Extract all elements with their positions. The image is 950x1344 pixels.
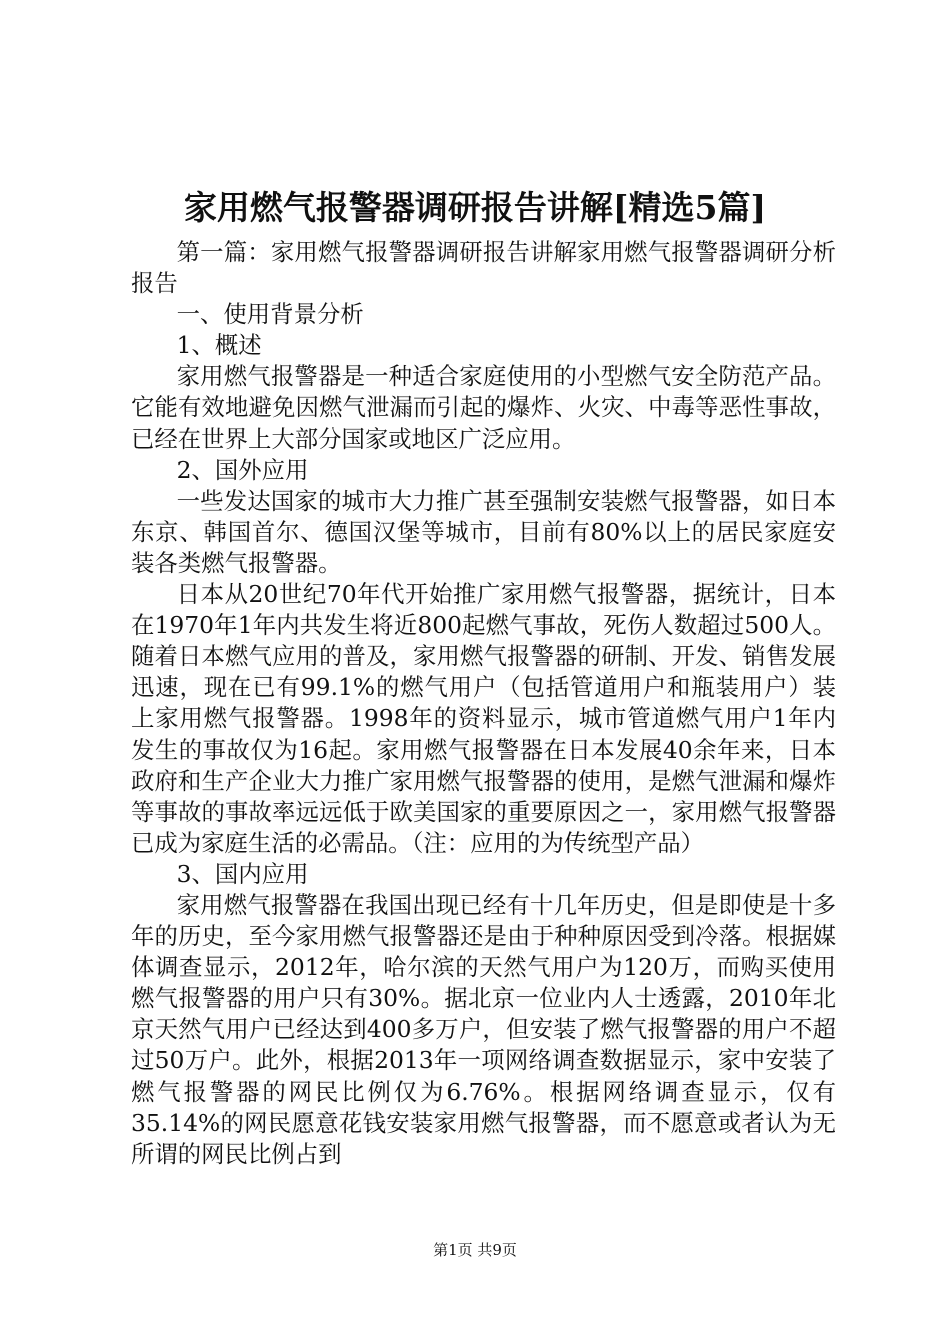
document-body bbox=[131, 237, 836, 1170]
paragraph-japan: 日本从20世纪70年代开始推广家用燃气报警器，据统计，日本在1970年1年内共发生将近800起燃气事故，死伤人数超过500人。随着日本燃气应用的普及，家用燃气报警器的研制、开发、销售发展迅速，现在已有99.1%的燃气用户（包括管道用户和瓶装用户）装上家用燃气报警器。1998年的资料显示，城市管道燃气用户1年内发生的事故仅为16起。家用燃气报警器在日本发展40余年来，日本政府和生产企业大力推广家用燃气报警器的使用，是燃气泄漏和爆炸等事故的事故率远远低于欧美国家的重要原因之一，家用燃气报警器已成为家庭生活的必需品。（注：应用的为传统型产品） bbox=[131, 580, 836, 857]
subsection-heading-domestic: 3、国内应用 bbox=[176, 859, 309, 888]
document-title: 家用燃气报警器调研报告讲解[精选5篇] bbox=[183, 188, 767, 227]
paragraph-domestic: 家用燃气报警器在我国出现已经有十几年历史，但是即使是十多年的历史，至今家用燃气报警器还是由于种种原因受到冷落。根据媒体调查显示，2012年，哈尔滨的天然气用户为120万，而购买使用燃气报警器的用户只有30%。据北京一位业内人士透露，2010年北京天然气用户已经达到400多万户，但安装了燃气报警器的用户不超过50万户。此外，根据2013年一项网络调查数据显示，家中安装了燃气报警器的网民比例仅为6.76%。根据网络调查显示，仅有35.14%的网民愿意花钱安装家用燃气报警器，而不愿意或者认为无所谓的网民比例占到 bbox=[131, 890, 836, 1168]
section-heading-background: 一、使用背景分析 bbox=[176, 300, 364, 329]
paragraph-foreign-cities: 一些发达国家的城市大力推广甚至强制安装燃气报警器，如日本东京、韩国首尔、德国汉堡等城市，目前有80%以上的居民家庭安装各类燃气报警器。 bbox=[131, 486, 836, 577]
subsection-heading-overview: 1、概述 bbox=[176, 331, 262, 360]
subsection-heading-foreign: 2、国外应用 bbox=[176, 455, 309, 484]
paragraph-intro: 第一篇：家用燃气报警器调研报告讲解家用燃气报警器调研分析报告 bbox=[131, 238, 836, 298]
paragraph-overview: 家用燃气报警器是一种适合家庭使用的小型燃气安全防范产品。它能有效地避免因燃气泄漏而引起的爆炸、火灾、中毒等恶性事故，已经在世界上大部分国家或地区广泛应用。 bbox=[131, 362, 836, 453]
page-footer: 第1页 共9页 bbox=[433, 1241, 517, 1259]
